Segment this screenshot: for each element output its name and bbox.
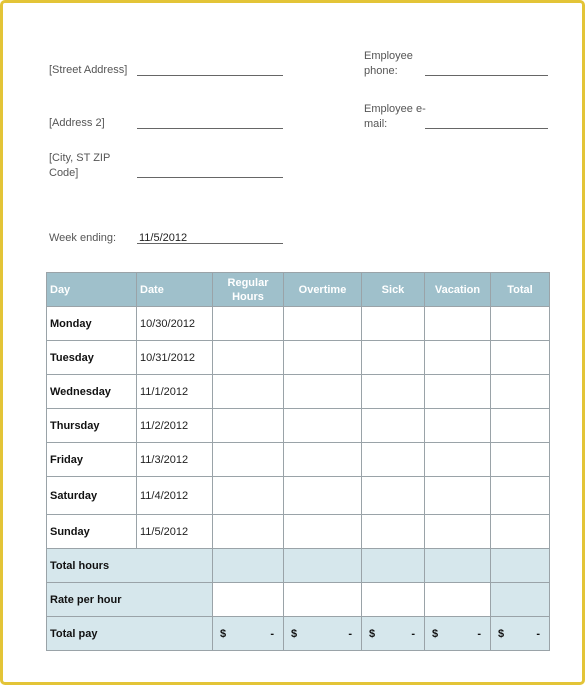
day-cell: Monday: [47, 307, 137, 341]
column-header-total: Total: [491, 273, 550, 307]
date-cell[interactable]: 10/31/2012: [137, 341, 213, 375]
vacation-cell[interactable]: [425, 477, 491, 515]
total-vacation-cell: [425, 549, 491, 583]
vacation-cell[interactable]: [425, 375, 491, 409]
amount-value: -: [270, 627, 274, 640]
currency-symbol: $: [369, 627, 376, 640]
total-cell[interactable]: [491, 375, 550, 409]
total-hours-row: [47, 549, 550, 583]
total-cell[interactable]: [491, 515, 550, 549]
address2-field[interactable]: [137, 128, 283, 129]
street-address-label: [Street Address]: [49, 64, 128, 76]
rate-vacation-cell[interactable]: [425, 583, 491, 617]
address2-label: [Address 2]: [49, 117, 105, 129]
street-address-field[interactable]: [137, 75, 283, 76]
total-cell[interactable]: [491, 307, 550, 341]
employee-phone-label-line2: phone:: [364, 65, 398, 77]
vacation-cell[interactable]: [425, 515, 491, 549]
rate-overtime-cell[interactable]: [284, 583, 362, 617]
table-row: [47, 375, 550, 409]
date-cell[interactable]: 11/2/2012: [137, 409, 213, 443]
overtime-cell[interactable]: [284, 443, 362, 477]
rate-total-cell: [491, 583, 550, 617]
amount-value: -: [536, 627, 540, 640]
vacation-cell[interactable]: [425, 443, 491, 477]
total-cell[interactable]: [491, 477, 550, 515]
pay-regular-cell: [213, 617, 284, 651]
day-cell: Friday: [47, 443, 137, 477]
sick-cell[interactable]: [362, 409, 425, 443]
currency-symbol: $: [220, 627, 227, 640]
amount-value: -: [477, 627, 481, 640]
column-header-date: Date: [137, 273, 213, 307]
city-field[interactable]: [137, 177, 283, 178]
overtime-cell[interactable]: [284, 307, 362, 341]
rate-per-hour-label: Rate per hour: [47, 583, 213, 617]
amount-value: -: [411, 627, 415, 640]
column-header-vacation: Vacation: [425, 273, 491, 307]
week-ending-label: Week ending:: [49, 232, 117, 244]
regular-hours-cell[interactable]: [213, 341, 284, 375]
table-row: [47, 307, 550, 341]
sick-cell[interactable]: [362, 375, 425, 409]
vacation-cell[interactable]: [425, 409, 491, 443]
employee-email-field[interactable]: [425, 128, 548, 129]
date-cell[interactable]: 11/3/2012: [137, 443, 213, 477]
date-cell[interactable]: 11/5/2012: [137, 515, 213, 549]
pay-overtime-cell: [284, 617, 362, 651]
pay-total-cell: [491, 617, 550, 651]
currency-symbol: $: [291, 627, 298, 640]
table-row: [47, 409, 550, 443]
employee-email-label-line2: mail:: [364, 118, 388, 130]
regular-hours-cell[interactable]: [213, 515, 284, 549]
rate-regular-cell[interactable]: [213, 583, 284, 617]
total-sick-cell: [362, 549, 425, 583]
table-row: [47, 515, 550, 549]
total-hours-label: Total hours: [47, 549, 213, 583]
city-label-line2: Code]: [49, 167, 79, 179]
day-cell: Saturday: [47, 477, 137, 515]
currency-symbol: $: [432, 627, 439, 640]
amount-value: -: [348, 627, 352, 640]
rate-per-hour-row: [47, 583, 550, 617]
vacation-cell[interactable]: [425, 307, 491, 341]
overtime-cell[interactable]: [284, 375, 362, 409]
employee-phone-field[interactable]: [425, 75, 548, 76]
table-row: [47, 341, 550, 375]
currency-symbol: $: [498, 627, 505, 640]
sick-cell[interactable]: [362, 341, 425, 375]
city-label-line1: [City, ST ZIP: [49, 152, 111, 164]
day-cell: Thursday: [47, 409, 137, 443]
sick-cell[interactable]: [362, 443, 425, 477]
overtime-cell[interactable]: [284, 409, 362, 443]
week-ending-underline: [137, 243, 283, 244]
regular-hours-cell[interactable]: [213, 375, 284, 409]
total-cell[interactable]: [491, 341, 550, 375]
day-cell: Tuesday: [47, 341, 137, 375]
pay-vacation-cell: [425, 617, 491, 651]
day-cell: Wednesday: [47, 375, 137, 409]
table-row: [47, 443, 550, 477]
total-pay-label: Total pay: [47, 617, 213, 651]
total-cell[interactable]: [491, 409, 550, 443]
overtime-cell[interactable]: [284, 341, 362, 375]
total-pay-row: [47, 617, 550, 651]
regular-hours-cell[interactable]: [213, 443, 284, 477]
column-header-day: Day: [47, 273, 137, 307]
regular-hours-cell[interactable]: [213, 409, 284, 443]
employee-phone-label-line1: Employee: [364, 50, 413, 62]
date-cell[interactable]: 11/4/2012: [137, 477, 213, 515]
overtime-cell[interactable]: [284, 477, 362, 515]
column-header-regular-hours: Regular Hours: [213, 273, 284, 307]
regular-hours-cell[interactable]: [213, 307, 284, 341]
total-cell[interactable]: [491, 443, 550, 477]
total-total-cell: [491, 549, 550, 583]
column-header-sick: Sick: [362, 273, 425, 307]
date-cell[interactable]: 10/30/2012: [137, 307, 213, 341]
pay-sick-cell: [362, 617, 425, 651]
sick-cell[interactable]: [362, 307, 425, 341]
rate-sick-cell[interactable]: [362, 583, 425, 617]
vacation-cell[interactable]: [425, 341, 491, 375]
week-ending-value[interactable]: 11/5/2012: [139, 232, 188, 244]
total-overtime-cell: [284, 549, 362, 583]
sick-cell[interactable]: [362, 477, 425, 515]
timesheet-table: [46, 272, 550, 651]
employee-email-label-line1: Employee e-: [364, 103, 426, 115]
total-regular-hours-cell: [213, 549, 284, 583]
table-row: [47, 477, 550, 515]
sick-cell[interactable]: [362, 515, 425, 549]
overtime-cell[interactable]: [284, 515, 362, 549]
table-header-row: [47, 273, 550, 307]
column-header-overtime: Overtime: [284, 273, 362, 307]
regular-hours-cell[interactable]: [213, 477, 284, 515]
day-cell: Sunday: [47, 515, 137, 549]
date-cell[interactable]: 11/1/2012: [137, 375, 213, 409]
